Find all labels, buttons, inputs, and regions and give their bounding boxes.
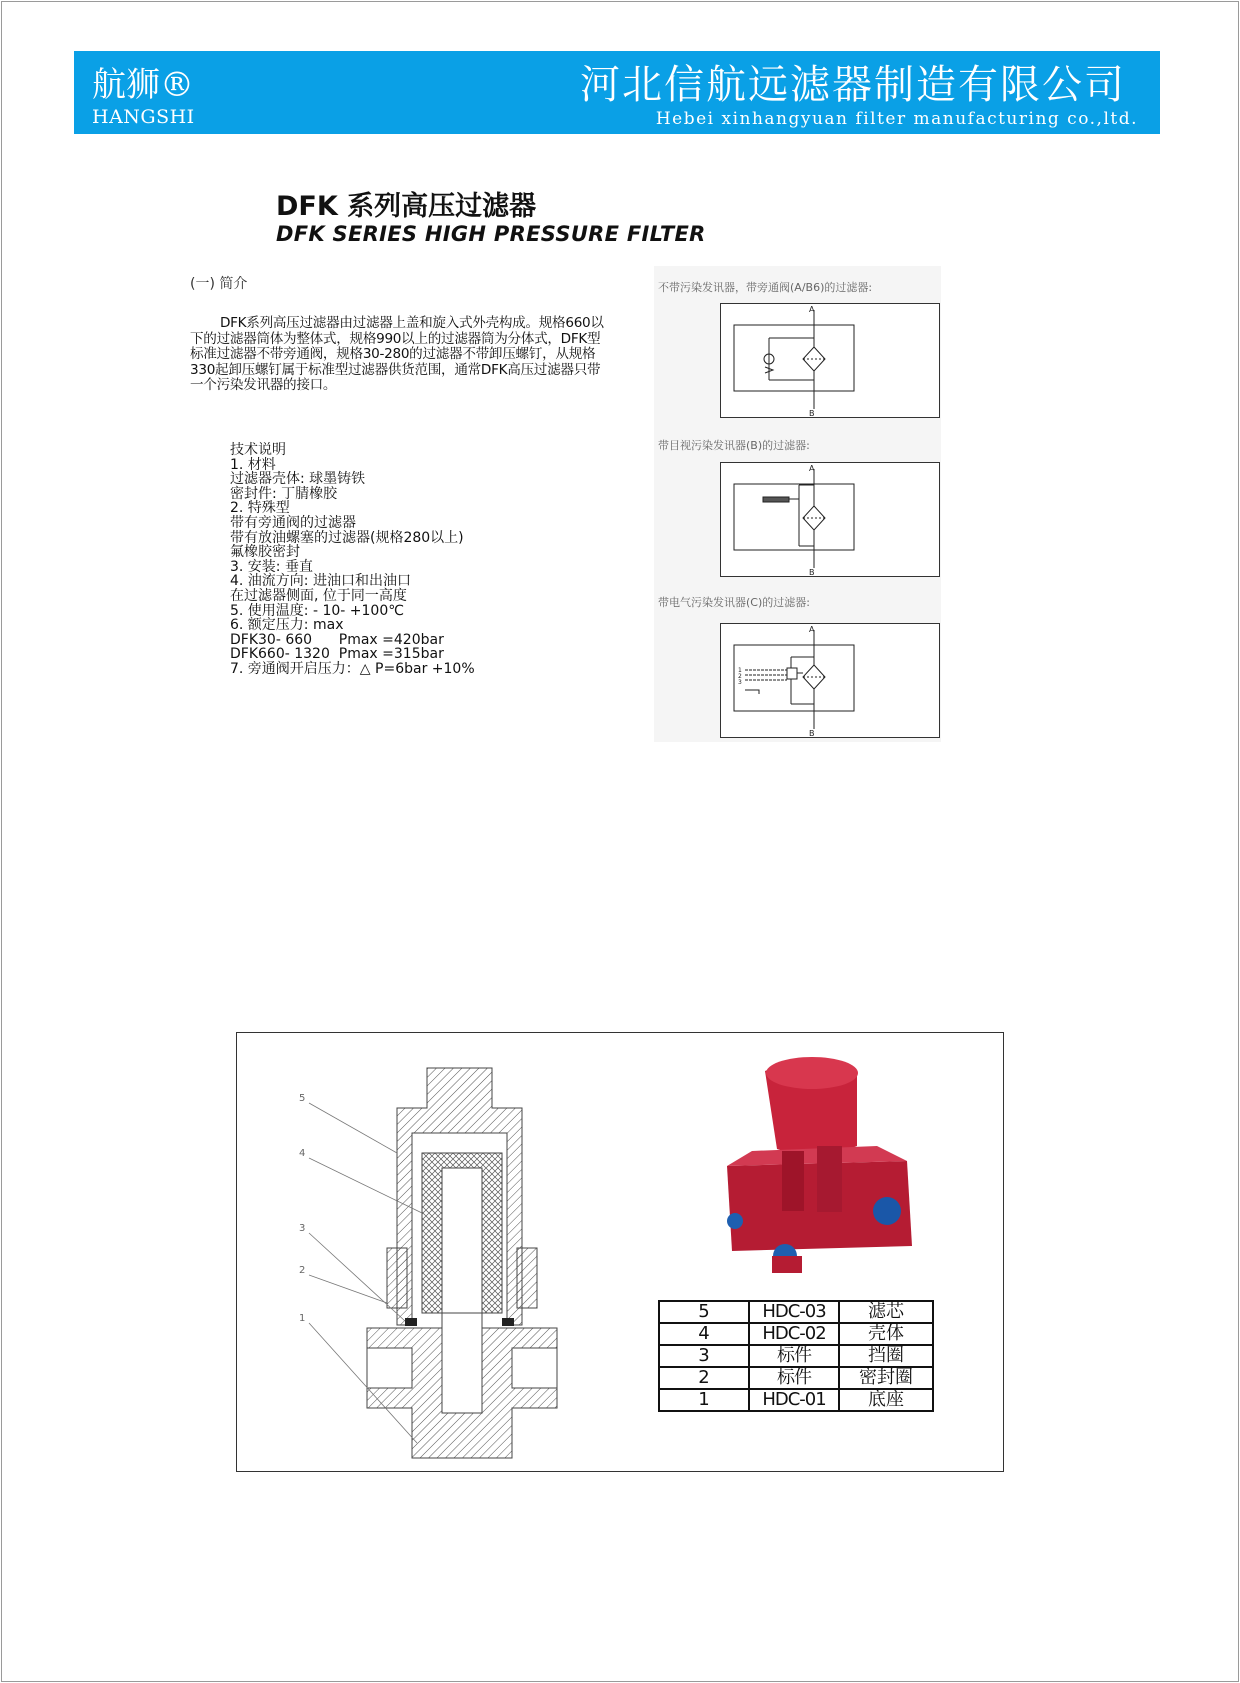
- port-b-label: B: [809, 409, 815, 417]
- tech-line: 带有旁通阀的过滤器: [230, 514, 356, 531]
- tech-line: 氟橡胶密封: [230, 544, 300, 561]
- schematic-caption-c: 带电气污染发讯器(C)的过滤器:: [658, 596, 810, 609]
- company-name-en: Hebei xinhangyuan filter manufacturing co.,ltd.: [655, 109, 1138, 129]
- part-code: HDC-02: [749, 1323, 839, 1345]
- pin-label: 3: [738, 679, 742, 686]
- header-banner: [74, 51, 1160, 134]
- tech-line: 密封件: 丁腈橡胶: [230, 485, 338, 502]
- table-row: [659, 1389, 933, 1411]
- table-row: [659, 1301, 933, 1323]
- schematic-caption-a: 不带污染发讯器，带旁通阀(A/B6)的过滤器:: [658, 281, 873, 294]
- port-a-label: A: [809, 305, 815, 314]
- table-row: [659, 1323, 933, 1345]
- tech-line: 7. 旁通阀开启压力：△ P=6bar +10%: [230, 660, 475, 677]
- assembly-figure: [236, 1032, 1004, 1472]
- part-name: 挡圈: [839, 1345, 933, 1367]
- part-name: 滤芯: [839, 1301, 933, 1323]
- tech-spec-list: [230, 443, 475, 677]
- brand-logo-cn: 航狮®: [92, 65, 194, 105]
- schematic-bypass-valve: [720, 303, 940, 418]
- schematic-electric-indicator: [720, 623, 940, 738]
- tech-line: 在过滤器侧面, 位于同一高度: [230, 587, 407, 604]
- intro-heading: (一) 简介: [190, 276, 248, 292]
- part-code: HDC-03: [749, 1301, 839, 1323]
- callout-label: 5: [299, 1093, 306, 1104]
- product-photo: [707, 1051, 947, 1291]
- tech-line: 带有放油螺塞的过滤器(规格280以上): [230, 529, 464, 546]
- tech-line: 技术说明: [230, 442, 286, 458]
- port-a-label: A: [809, 625, 815, 634]
- tech-line: DFK660- 1320 Pmax =315bar: [230, 646, 444, 663]
- tech-line: 6. 额定压力: max: [230, 617, 344, 634]
- part-name: 壳体: [839, 1323, 933, 1345]
- parts-table: [658, 1300, 934, 1412]
- callout-label: 3: [299, 1223, 306, 1234]
- part-no: 1: [659, 1389, 749, 1411]
- part-code: 标件: [749, 1345, 839, 1367]
- table-row: [659, 1367, 933, 1389]
- page-title-cn: DFK 系列高压过滤器: [276, 191, 537, 222]
- table-row: [659, 1345, 933, 1367]
- part-code: 标件: [749, 1367, 839, 1389]
- schematic-panel: [654, 266, 941, 742]
- schematic-caption-b: 带目视污染发讯器(B)的过滤器:: [658, 439, 810, 452]
- pin-label: 1: [738, 667, 742, 674]
- tech-line: 2. 特殊型: [230, 500, 290, 517]
- part-no: 2: [659, 1367, 749, 1389]
- pin-label: 2: [738, 673, 742, 680]
- page-title-en: DFK SERIES HIGH PRESSURE FILTER: [276, 222, 706, 246]
- callout-label: 2: [299, 1265, 306, 1276]
- part-name: 密封圈: [839, 1367, 933, 1389]
- port-b-label: B: [809, 568, 815, 576]
- cross-section-drawing: [297, 1063, 617, 1463]
- tech-line: 3. 安装: 垂直: [230, 558, 313, 575]
- part-no: 5: [659, 1301, 749, 1323]
- tech-line: 4. 油流方向: 进油口和出油口: [230, 573, 411, 590]
- tech-line: 5. 使用温度: - 10- +100℃: [230, 602, 404, 619]
- brand-logo-en: HANGSHI: [92, 106, 195, 128]
- port-a-label: A: [809, 464, 815, 473]
- part-no: 4: [659, 1323, 749, 1345]
- intro-paragraph: DFK系列高压过滤器由过滤器上盖和旋入式外壳构成。规格660以下的过滤器筒体为整体式，规格990以上的过滤器筒为分体式，DFK型标准过滤器不带旁通阀，规格30-280的过滤器不带卸压螺钉，从规格330起卸压螺钉属于标准型过滤器供货范围，通常DFK高压过滤器只带一个污染发讯器的接口。: [190, 315, 604, 393]
- tech-line: 1. 材料: [230, 456, 276, 473]
- part-no: 3: [659, 1345, 749, 1367]
- tech-line: DFK30- 660 Pmax =420bar: [230, 631, 444, 648]
- company-name-cn: 河北信航远滤器制造有限公司: [580, 62, 1126, 108]
- port-b-label: B: [809, 729, 815, 737]
- part-name: 底座: [839, 1389, 933, 1411]
- callout-label: 4: [299, 1148, 306, 1159]
- callout-label: 1: [299, 1313, 306, 1324]
- schematic-visual-indicator: [720, 462, 940, 577]
- tech-line: 过滤器壳体: 球墨铸铁: [230, 471, 366, 488]
- part-code: HDC-01: [749, 1389, 839, 1411]
